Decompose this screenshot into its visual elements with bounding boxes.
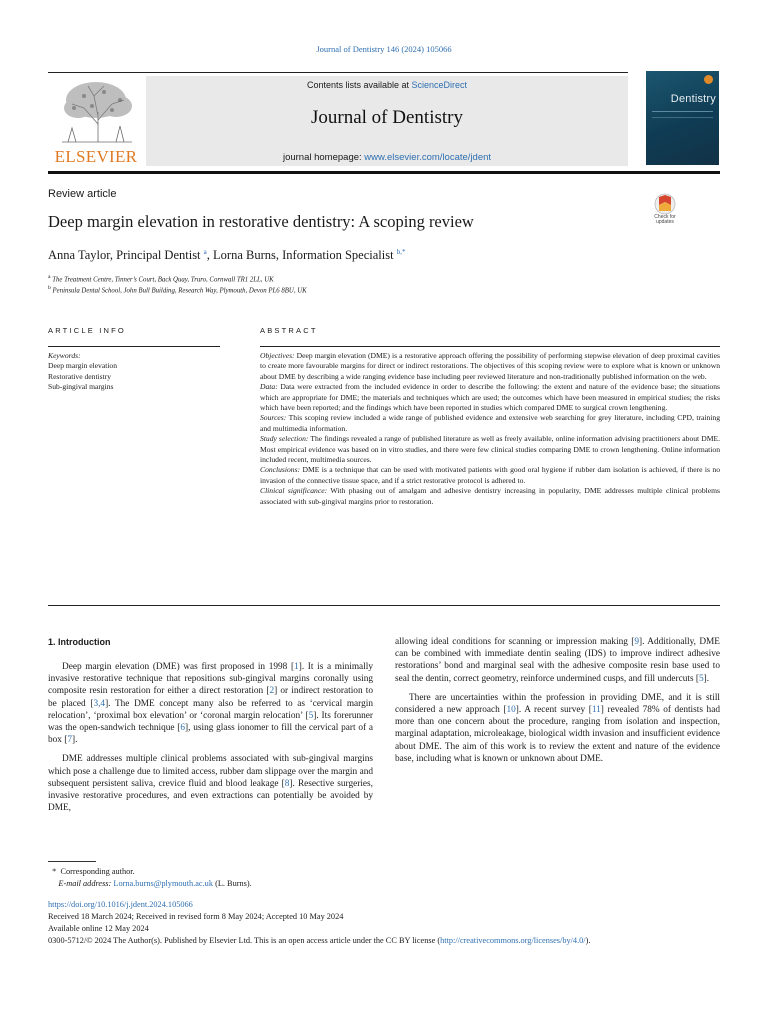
affiliation-marker: a <box>48 274 51 280</box>
abstract-section-label: Conclusions: <box>260 465 301 475</box>
keyword: Restorative dentistry <box>48 371 112 381</box>
paragraph-text: There are uncertainties within the profession in providing DME, and it is still considered a new approach [ <box>395 692 720 716</box>
corresponding-label: Corresponding author. <box>60 867 135 876</box>
paragraph-text: ]. Resective surgeries, invasive restorative procedures, and even extractions can potentially be avoided by DME, <box>48 778 373 814</box>
cover-divider <box>652 111 713 112</box>
abstract-section-label: Data: <box>260 382 278 392</box>
license-suffix: ). <box>585 936 591 945</box>
contents-prefix: Contents lists available at <box>306 80 412 90</box>
abstract-section-label: Sources: <box>260 413 287 423</box>
email-owner: (L. Burns). <box>215 879 252 888</box>
paragraph-text: ] or indirect restoration to be placed [ <box>48 686 373 709</box>
body-paragraph <box>48 753 373 814</box>
citation-reference[interactable]: 2 <box>269 686 275 697</box>
affiliation-text: The Treatment Centre, Tinner’s Court, Back Quay, Truro, Cornwall TR1 2LL, UK <box>52 276 274 284</box>
affiliation-b <box>48 285 307 294</box>
abstract-rule <box>260 346 720 347</box>
corresponding-author-note: * Corresponding author. <box>48 867 135 876</box>
keywords-label: Keywords: <box>48 351 81 360</box>
abstract-sources <box>260 413 720 434</box>
front-matter <box>48 899 738 947</box>
journal-cover-thumbnail[interactable] <box>646 71 719 165</box>
abstract-section-text: Data were extracted from the included evidence in order to describe the following: the extent and nature of the evidence base; the situations which are appropriate for DME; the materials and techniques which are used; the outcomes which have been measured in empirical studies; the risks which have been reported; and the findings which have been reported in studies which compared DME to surgical crown lengthening. <box>260 382 720 413</box>
paragraph-text: ] revealed 78% of dentists had more than one concern about the procedure, ranging from isolation and inspection, marginal adaptation, microleakage, biological width invasion and insufficient evidence about DME. The aim of this work is to review the extent and nature of the evidence base, including what is known or unknown about DME. <box>395 705 720 764</box>
masthead-top-rule <box>48 72 628 73</box>
citation-reference[interactable]: 5 <box>308 710 314 721</box>
keyword: Sub-gingival margins <box>48 382 114 392</box>
citation-reference[interactable]: 6 <box>180 723 186 734</box>
affiliation-text: Peninsula Dental School, John Bull Building, Research Way, Plymouth, Devon PL6 8BU, UK <box>52 287 307 295</box>
crossmark-icon <box>646 193 684 215</box>
cover-accent-dot <box>704 75 713 84</box>
crossmark-label-2: updates <box>656 219 674 225</box>
abstract-heading: ABSTRACT <box>260 326 318 335</box>
citation-reference[interactable]: 1 <box>294 662 299 672</box>
cover-divider <box>652 117 713 118</box>
abstract-body <box>260 351 720 507</box>
citation-reference[interactable]: 7 <box>67 735 73 746</box>
affiliation-a <box>48 274 274 283</box>
article-type: Review article <box>48 188 117 200</box>
paragraph-text: ]. It is a minimally invasive restorative technique that repositions sub-gingival margins coronally using composite resin restoration for either a direct restoration [ <box>48 662 373 697</box>
license-link[interactable]: http://creativecommons.org/licenses/by/4.0/ <box>440 936 586 945</box>
author-affiliation-marker[interactable]: a <box>203 248 207 256</box>
abstract-study-selection <box>260 434 720 465</box>
email-label: E-mail address: <box>58 879 112 888</box>
author-name: Anna Taylor, Principal Dentist <box>48 248 201 263</box>
abstract-section-text: This scoping review included a wide range of published evidence and extensive web searching for grey literature, including CPD, training and multimedia information. <box>260 413 720 433</box>
paragraph-text: ]. Additionally, DME can be combined with immediate dentin sealing (IDS) to improve indirect adhesive restorations’ bond and marginal seal with the adhesive composite resin base used to seal the dentin, correct geometry, reinforce undermined cusps, and fill undercuts [ <box>395 637 720 684</box>
journal-banner <box>146 76 628 166</box>
homepage-line <box>146 152 628 163</box>
footnote-rule <box>48 861 96 862</box>
license-line <box>48 935 738 947</box>
abstract-section-label: Objectives: <box>260 351 295 360</box>
abstract-section-label: Study selection: <box>260 434 309 444</box>
citation-reference[interactable]: 5 <box>699 673 704 684</box>
journal-title: Journal of Dentistry <box>311 107 463 128</box>
elsevier-tree-icon <box>54 78 138 144</box>
abstract-clinical-significance <box>260 486 720 507</box>
paragraph-text: ]. The DME concept many also be referred to as ‘cervical margin relocation’, ‘proximal box elevation’ or ‘coronal margin relocation’ [ <box>48 698 373 721</box>
elsevier-logo[interactable] <box>48 76 144 166</box>
article-title: Deep margin elevation in restorative dentistry: A scoping review <box>48 212 474 231</box>
check-for-updates-badge[interactable] <box>646 193 684 227</box>
section-heading-introduction: 1. Introduction <box>48 637 111 647</box>
body-paragraph <box>395 636 720 685</box>
contents-line <box>146 80 628 90</box>
abstract-objectives <box>260 351 720 382</box>
paragraph-text: allowing ideal conditions for scanning or impression making [ <box>395 637 635 647</box>
masthead-bottom-rule <box>48 171 720 174</box>
email-line <box>48 878 252 890</box>
body-column-right <box>395 636 720 772</box>
citation-reference[interactable]: 8 <box>284 778 290 789</box>
received-dates: Received 18 March 2024; Received in revised form 8 May 2024; Accepted 10 May 2024 <box>48 912 344 921</box>
abstract-section-text: With phasing out of amalgam and adhesive dentistry increasing in popularity, DME addresses multiple clinical problems associated with sub-gingival margins prior to restoration. <box>260 486 720 506</box>
affiliation-marker: b <box>48 285 51 291</box>
available-online: Available online 12 May 2024 <box>48 924 149 933</box>
body-column-left <box>48 661 373 821</box>
body-paragraph <box>48 661 373 746</box>
abstract-bottom-rule <box>48 605 720 606</box>
body-paragraph <box>395 692 720 765</box>
keyword: Deep margin elevation <box>48 361 118 371</box>
email-link[interactable]: Lorna.burns@plymouth.ac.uk <box>113 879 213 888</box>
homepage-prefix: journal homepage: <box>282 152 365 163</box>
crossmark-label-1: Check for <box>654 214 676 220</box>
paragraph-text: DME addresses multiple clinical problems associated with sub-gingival margins which pose a challenge due to limited access, rubber dam slippage over the margin and subsequent persistent saliva, crevice fluid and blood leakage [ <box>48 754 373 789</box>
keywords-block <box>48 351 238 393</box>
paragraph-text: ]. <box>703 673 710 684</box>
author-affiliation-marker[interactable]: b,* <box>396 248 406 256</box>
paragraph-text: Deep margin elevation (DME) was first proposed in 1998 [ <box>62 662 295 672</box>
paragraph-text: ]. Its forerunner was the open-sandwich technique [ <box>48 710 373 734</box>
paragraph-text: ], using glass ionomer to fill the cervical part of a box [ <box>48 723 373 746</box>
author-list: Anna Taylor, Principal Dentist $^a$, Lorna Burns, Information Specialist $^{b,*}$ <box>48 248 406 263</box>
abstract-section-label: Clinical significance: <box>260 486 328 496</box>
citation-reference[interactable]: 11 <box>591 705 601 716</box>
license-text: 0300-5712/© 2024 The Author(s). Published by Elsevier Ltd. This is an open access article under the CC BY license ( <box>48 936 441 945</box>
journal-citation[interactable]: Journal of Dentistry 146 (2024) 105066 <box>316 44 452 54</box>
abstract-section-text: The findings revealed a range of published literature as well as freely available, online information advising practitioners about DME. Most empirical evidence was based on in vitro studies, and there were few clinical studies comparing DME to crown lengthening. Online information included recent, multimedia sources. <box>260 434 720 465</box>
citation-reference[interactable]: 9 <box>634 637 640 647</box>
paragraph-text: ]. <box>72 735 78 746</box>
abstract-data <box>260 382 720 413</box>
sciencedirect-link[interactable]: ScienceDirect <box>411 80 468 90</box>
abstract-section-text: DME is a technique that can be used with motivated patients with good oral hygiene if rubber dam isolation is achieved, if there is no invasion of the connective tissue space, and if a strict restorative protocol is adhered to. <box>260 465 720 485</box>
abstract-conclusions <box>260 465 720 486</box>
author-name: Lorna Burns, Information Specialist <box>213 248 394 263</box>
journal-homepage-link[interactable]: www.elsevier.com/locate/jdent <box>364 152 492 163</box>
article-info-heading: ARTICLE INFO <box>48 326 126 335</box>
doi-link[interactable]: https://doi.org/10.1016/j.jdent.2024.105066 <box>48 900 193 909</box>
paragraph-text: ]. A recent survey [ <box>515 705 592 716</box>
citation-reference[interactable]: 10 <box>506 705 516 716</box>
article-info-rule <box>48 346 220 347</box>
abstract-section-text: Deep margin elevation (DME) is a restorative approach offering the possibility of performing stepwise elevation of deep proximal cavities to create more favourable margins for direct or indirect restorations. The objectives of this scoping review were to explore what is known or unknown about DME by describing a wide ranging evidence base including peer reviewed literature and non-traditionally published information on the web. <box>260 351 720 381</box>
footnote <box>48 866 252 890</box>
cover-title: Dentistry <box>670 93 716 105</box>
publisher-name: ELSEVIER <box>54 147 138 166</box>
citation-reference[interactable]: 3,4 <box>93 698 106 709</box>
